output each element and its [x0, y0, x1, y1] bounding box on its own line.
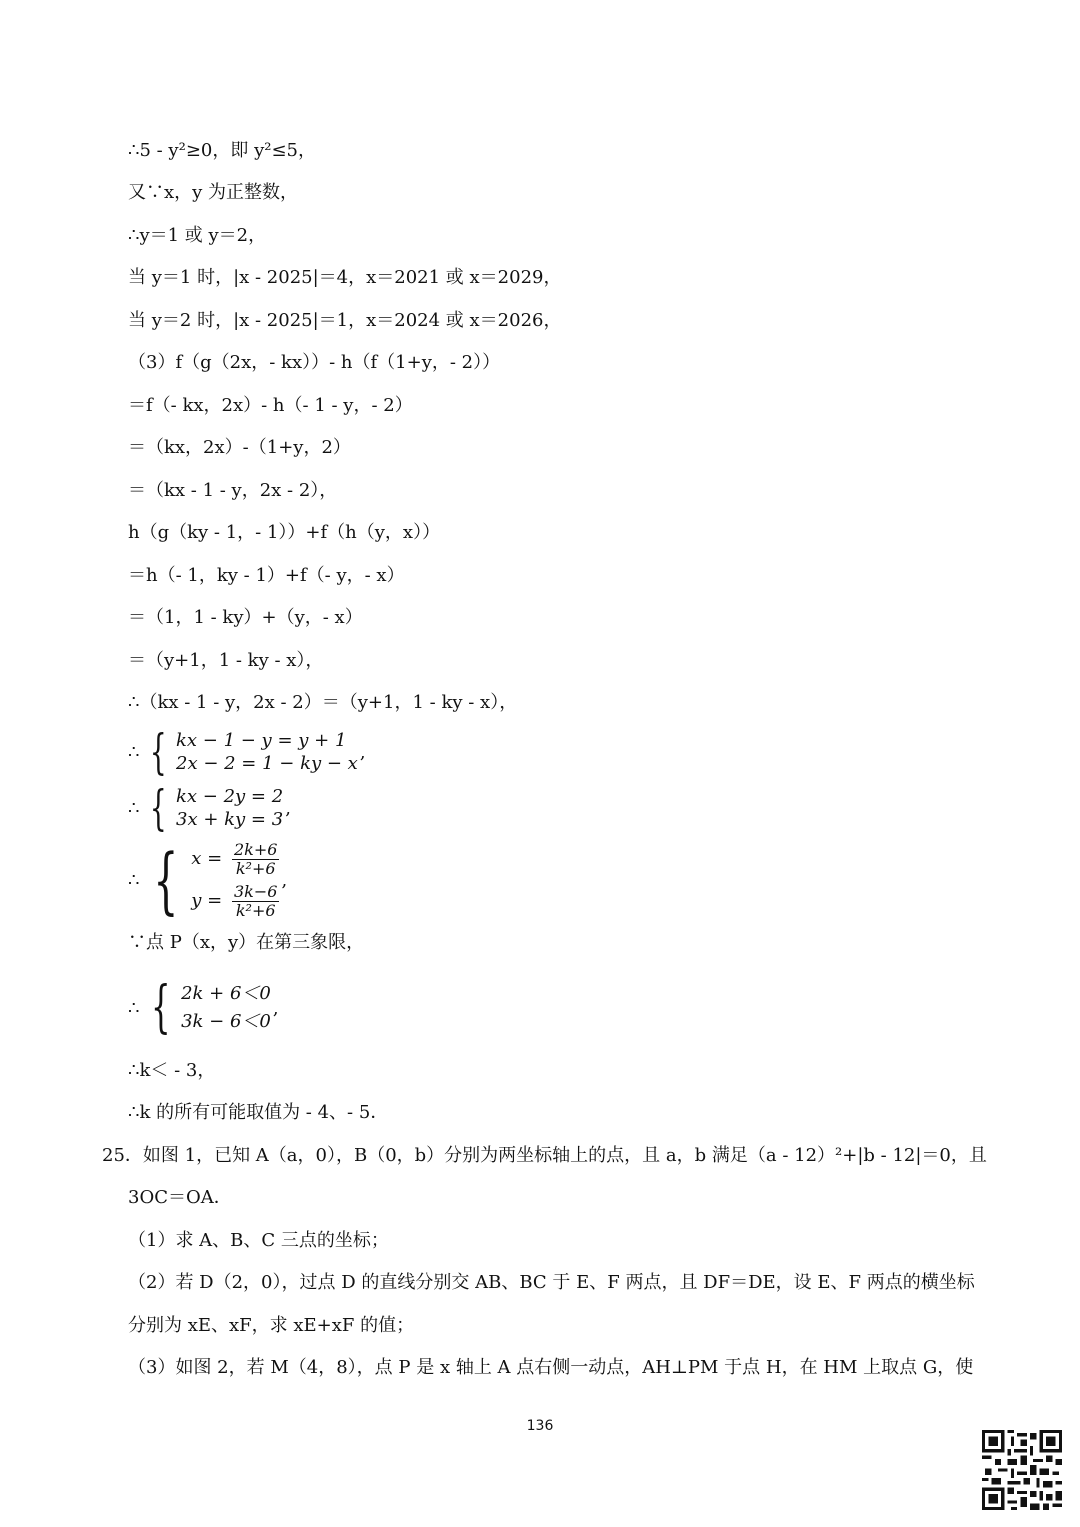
text-line: ＝h（- 1，ky - 1）+f（- y，- x）	[128, 565, 405, 586]
equation-row: 2k + 6＜0	[181, 983, 271, 1004]
equation-row: kx − 2y = 2	[176, 786, 284, 807]
equation-row: 3x + ky = 3	[176, 809, 284, 830]
problem-text-line: （3）如图 2，若 M（4，8），点 P 是 x 轴上 A 点右侧一动点，AH⊥PM 于点 H，在 HM 上取点 G，使	[128, 1357, 974, 1378]
equation-row: 3k − 6＜0	[181, 1011, 271, 1032]
brace-icon: {	[153, 838, 179, 922]
therefore-symbol: ∴	[128, 869, 140, 891]
text-line: 当 y＝2 时，|x - 2025|＝1，x＝2024 或 x＝2026，	[128, 310, 562, 331]
text-line: 当 y＝1 时，|x - 2025|＝4，x＝2021 或 x＝2029，	[128, 267, 562, 288]
text-line: h（g（ky - 1，- 1））+f（h（y，x））	[128, 522, 441, 543]
therefore-symbol: ∴	[128, 797, 140, 819]
text-line: ∵点 P（x，y）在第三象限，	[128, 932, 365, 953]
text-line: ∴（kx - 1 - y，2x - 2）＝（y+1，1 - ky - x），	[128, 692, 518, 713]
row-lhs: y =	[191, 890, 223, 911]
brace-icon: {	[150, 780, 168, 836]
text-line: ∴k 的所有可能取值为 - 4、- 5．	[128, 1102, 389, 1123]
row-lhs: x =	[191, 848, 223, 869]
equation-system-2	[128, 780, 291, 836]
equation-row: kx − 1 − y = y + 1	[176, 730, 347, 751]
text-line: ＝（1，1 - ky）+（y，- x）	[128, 607, 363, 628]
text-line: ∴k＜ - 3，	[128, 1060, 216, 1081]
comma: ,	[281, 869, 288, 891]
problem-25-statement: 25．如图 1，已知 A（a，0），B（0，b）分别为两坐标轴上的点，且 a，b 满足（a - 12）²+|b - 12|＝0，且	[102, 1145, 987, 1166]
fraction	[232, 883, 279, 920]
text-line: ＝（kx，2x）-（1+y，2）	[128, 437, 351, 458]
equation-row	[191, 880, 279, 922]
problem-text-line: 3OC＝OA．	[128, 1187, 232, 1208]
comma: ,	[285, 797, 291, 819]
equation-system-1	[128, 724, 366, 780]
brace-icon: {	[150, 724, 168, 780]
text-line: ∴5 - y²≥0，即 y²≤5，	[128, 140, 316, 161]
page-number: 136	[526, 1418, 554, 1434]
text-line: ＝（kx - 1 - y，2x - 2），	[128, 480, 338, 501]
text-line: ∴y＝1 或 y＝2，	[128, 225, 267, 246]
therefore-symbol: ∴	[128, 741, 140, 763]
text-line: 又∵x，y 为正整数，	[128, 182, 299, 203]
text-line: ＝f（- kx，2x）- h（- 1 - y，- 2）	[128, 395, 413, 416]
comma: ,	[272, 997, 279, 1019]
equation-system-3	[128, 838, 287, 922]
qr-code-icon	[982, 1430, 1062, 1510]
denominator: k²+6	[235, 900, 276, 920]
text-line: ＝（y+1，1 - ky - x），	[128, 650, 324, 671]
numerator: 3k−6	[233, 881, 278, 901]
comma: ,	[359, 741, 366, 763]
fraction	[232, 841, 279, 878]
equation-system-4	[128, 975, 279, 1040]
denominator: k²+6	[235, 858, 276, 878]
problem-text-line: 分别为 xE、xF，求 xE+xF 的值；	[128, 1315, 415, 1336]
text-line: （3）f（g（2x，- kx））- h（f（1+y，- 2））	[128, 352, 501, 373]
problem-text-line: （2）若 D（2，0），过点 D 的直线分别交 AB、BC 于 E、F 两点，且 DF＝DE，设 E、F 两点的横坐标	[128, 1272, 975, 1293]
equation-row: 2x − 2 = 1 − ky − x	[176, 753, 358, 774]
problem-text-line: （1）求 A、B、C 三点的坐标；	[128, 1230, 389, 1251]
equation-row	[191, 838, 279, 880]
therefore-symbol: ∴	[128, 997, 140, 1019]
brace-icon: {	[151, 975, 172, 1040]
numerator: 2k+6	[233, 839, 278, 859]
